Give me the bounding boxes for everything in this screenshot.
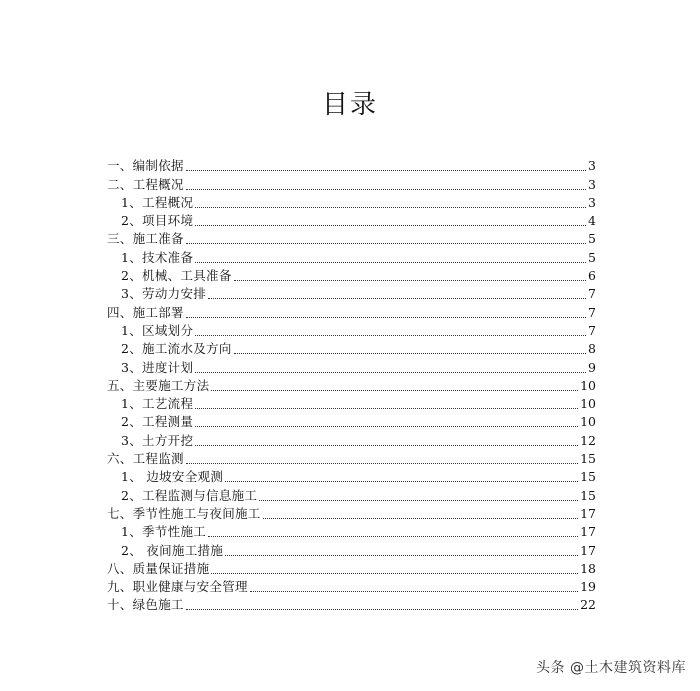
toc-entry-label: 八、质量保证措施 bbox=[107, 560, 210, 576]
toc-dot-leader bbox=[259, 499, 578, 501]
toc-entry-label: 1、工艺流程 bbox=[121, 396, 194, 412]
toc-entry-label: 一、编制依据 bbox=[107, 158, 184, 174]
toc-dot-leader bbox=[195, 334, 586, 336]
toc-entry-page-number: 10 bbox=[580, 396, 596, 412]
toc-dot-leader bbox=[195, 444, 578, 446]
toc-entry-label: 九、职业健康与安全管理 bbox=[107, 579, 248, 595]
toc-entry bbox=[107, 377, 596, 395]
toc-entry-label: 1、区域划分 bbox=[121, 322, 194, 338]
toc-entry-page-number: 22 bbox=[580, 597, 596, 613]
toc-entry bbox=[107, 395, 596, 413]
toc-entry-page-number: 3 bbox=[588, 158, 596, 174]
toc-entry-label: 1、技术准备 bbox=[121, 249, 194, 265]
toc-entry bbox=[107, 194, 596, 212]
toc-entry-page-number: 3 bbox=[588, 176, 596, 192]
toc-entry-label: 2、机械、工具准备 bbox=[121, 268, 232, 284]
toc-dot-leader bbox=[250, 590, 578, 592]
toc-entry-page-number: 17 bbox=[580, 505, 596, 521]
watermark: 头条 @土木建筑资料库 bbox=[536, 660, 686, 676]
toc-entry-label: 1、 边坡安全观测 bbox=[121, 469, 224, 485]
toc-entry bbox=[107, 541, 596, 559]
toc-entry-page-number: 7 bbox=[588, 322, 596, 338]
toc-entry bbox=[107, 303, 596, 321]
toc-entry-label: 三、施工准备 bbox=[107, 231, 184, 247]
toc-entry-page-number: 8 bbox=[588, 341, 596, 357]
toc-entry bbox=[107, 413, 596, 431]
toc-dot-leader bbox=[195, 224, 586, 226]
toc-entry-page-number: 7 bbox=[588, 286, 596, 302]
toc-dot-leader bbox=[186, 242, 586, 244]
toc-entry-page-number: 15 bbox=[580, 487, 596, 503]
toc-entry-label: 1、工程概况 bbox=[121, 194, 194, 210]
toc-entry-label: 七、季节性施工与夜间施工 bbox=[107, 505, 261, 521]
toc-dot-leader bbox=[211, 389, 578, 391]
toc-entry bbox=[107, 596, 596, 614]
toc-dot-leader bbox=[186, 188, 586, 190]
toc-entry-label: 十、绿色施工 bbox=[107, 597, 184, 613]
toc-entry bbox=[107, 431, 596, 449]
toc-entry-label: 2、工程监测与信息施工 bbox=[121, 487, 258, 503]
toc-entry-label: 四、施工部署 bbox=[107, 304, 184, 320]
toc-dot-leader bbox=[186, 316, 586, 318]
toc-entry bbox=[107, 486, 596, 504]
toc-dot-leader bbox=[234, 352, 586, 354]
toc-entry-page-number: 7 bbox=[588, 304, 596, 320]
toc-entry bbox=[107, 468, 596, 486]
toc-entry-page-number: 18 bbox=[580, 560, 596, 576]
toc-entry-label: 3、土方开挖 bbox=[121, 432, 194, 448]
toc-entry-label: 2、 夜间施工措施 bbox=[121, 542, 224, 558]
toc-entry-page-number: 17 bbox=[580, 524, 596, 540]
toc-entry bbox=[107, 505, 596, 523]
toc-entry bbox=[107, 285, 596, 303]
toc-entry bbox=[107, 523, 596, 541]
toc-entry-page-number: 17 bbox=[580, 542, 596, 558]
toc-entry-label: 2、施工流水及方向 bbox=[121, 341, 232, 357]
toc-entry bbox=[107, 248, 596, 266]
toc-entry-page-number: 5 bbox=[588, 249, 596, 265]
toc-dot-leader bbox=[195, 261, 586, 263]
toc-dot-leader bbox=[208, 535, 578, 537]
toc-entry bbox=[107, 212, 596, 230]
toc-dot-leader bbox=[195, 206, 586, 208]
toc-entry-page-number: 9 bbox=[588, 359, 596, 375]
toc-entry-label: 2、工程测量 bbox=[121, 414, 194, 430]
toc-dot-leader bbox=[208, 297, 586, 299]
toc-entry-page-number: 19 bbox=[580, 579, 596, 595]
toc-entry bbox=[107, 578, 596, 596]
toc-entry bbox=[107, 560, 596, 578]
toc-dot-leader bbox=[195, 425, 578, 427]
toc-entry bbox=[107, 267, 596, 285]
toc-dot-leader bbox=[225, 480, 578, 482]
toc-dot-leader bbox=[186, 608, 578, 610]
toc-entry-label: 3、劳动力安排 bbox=[121, 286, 207, 302]
toc-entry-page-number: 10 bbox=[580, 414, 596, 430]
toc-entry bbox=[107, 322, 596, 340]
toc-entry-label: 2、项目环境 bbox=[121, 213, 194, 229]
toc-dot-leader bbox=[195, 407, 578, 409]
table-of-contents bbox=[107, 157, 596, 614]
toc-dot-leader bbox=[263, 517, 578, 519]
toc-dot-leader bbox=[195, 371, 586, 373]
toc-entry-label: 五、主要施工方法 bbox=[107, 377, 210, 393]
toc-entry-label: 二、工程概况 bbox=[107, 176, 184, 192]
toc-entry-page-number: 4 bbox=[588, 213, 596, 229]
toc-entry-page-number: 15 bbox=[580, 451, 596, 467]
toc-entry bbox=[107, 157, 596, 175]
toc-entry bbox=[107, 358, 596, 376]
page-title: 目录 bbox=[321, 90, 378, 120]
toc-dot-leader bbox=[186, 462, 578, 464]
toc-entry-page-number: 5 bbox=[588, 231, 596, 247]
toc-entry bbox=[107, 175, 596, 193]
toc-entry-label: 六、工程监测 bbox=[107, 451, 184, 467]
toc-entry-page-number: 6 bbox=[588, 268, 596, 284]
toc-dot-leader bbox=[186, 169, 586, 171]
toc-entry-page-number: 15 bbox=[580, 469, 596, 485]
toc-dot-leader bbox=[211, 572, 578, 574]
toc-dot-leader bbox=[225, 554, 578, 556]
toc-entry-page-number: 3 bbox=[588, 194, 596, 210]
toc-entry bbox=[107, 340, 596, 358]
toc-entry-label: 3、进度计划 bbox=[121, 359, 194, 375]
toc-dot-leader bbox=[234, 279, 586, 281]
toc-entry-page-number: 12 bbox=[580, 432, 596, 448]
toc-entry bbox=[107, 450, 596, 468]
toc-entry-page-number: 10 bbox=[580, 377, 596, 393]
toc-entry-label: 1、季节性施工 bbox=[121, 524, 207, 540]
toc-entry bbox=[107, 230, 596, 248]
